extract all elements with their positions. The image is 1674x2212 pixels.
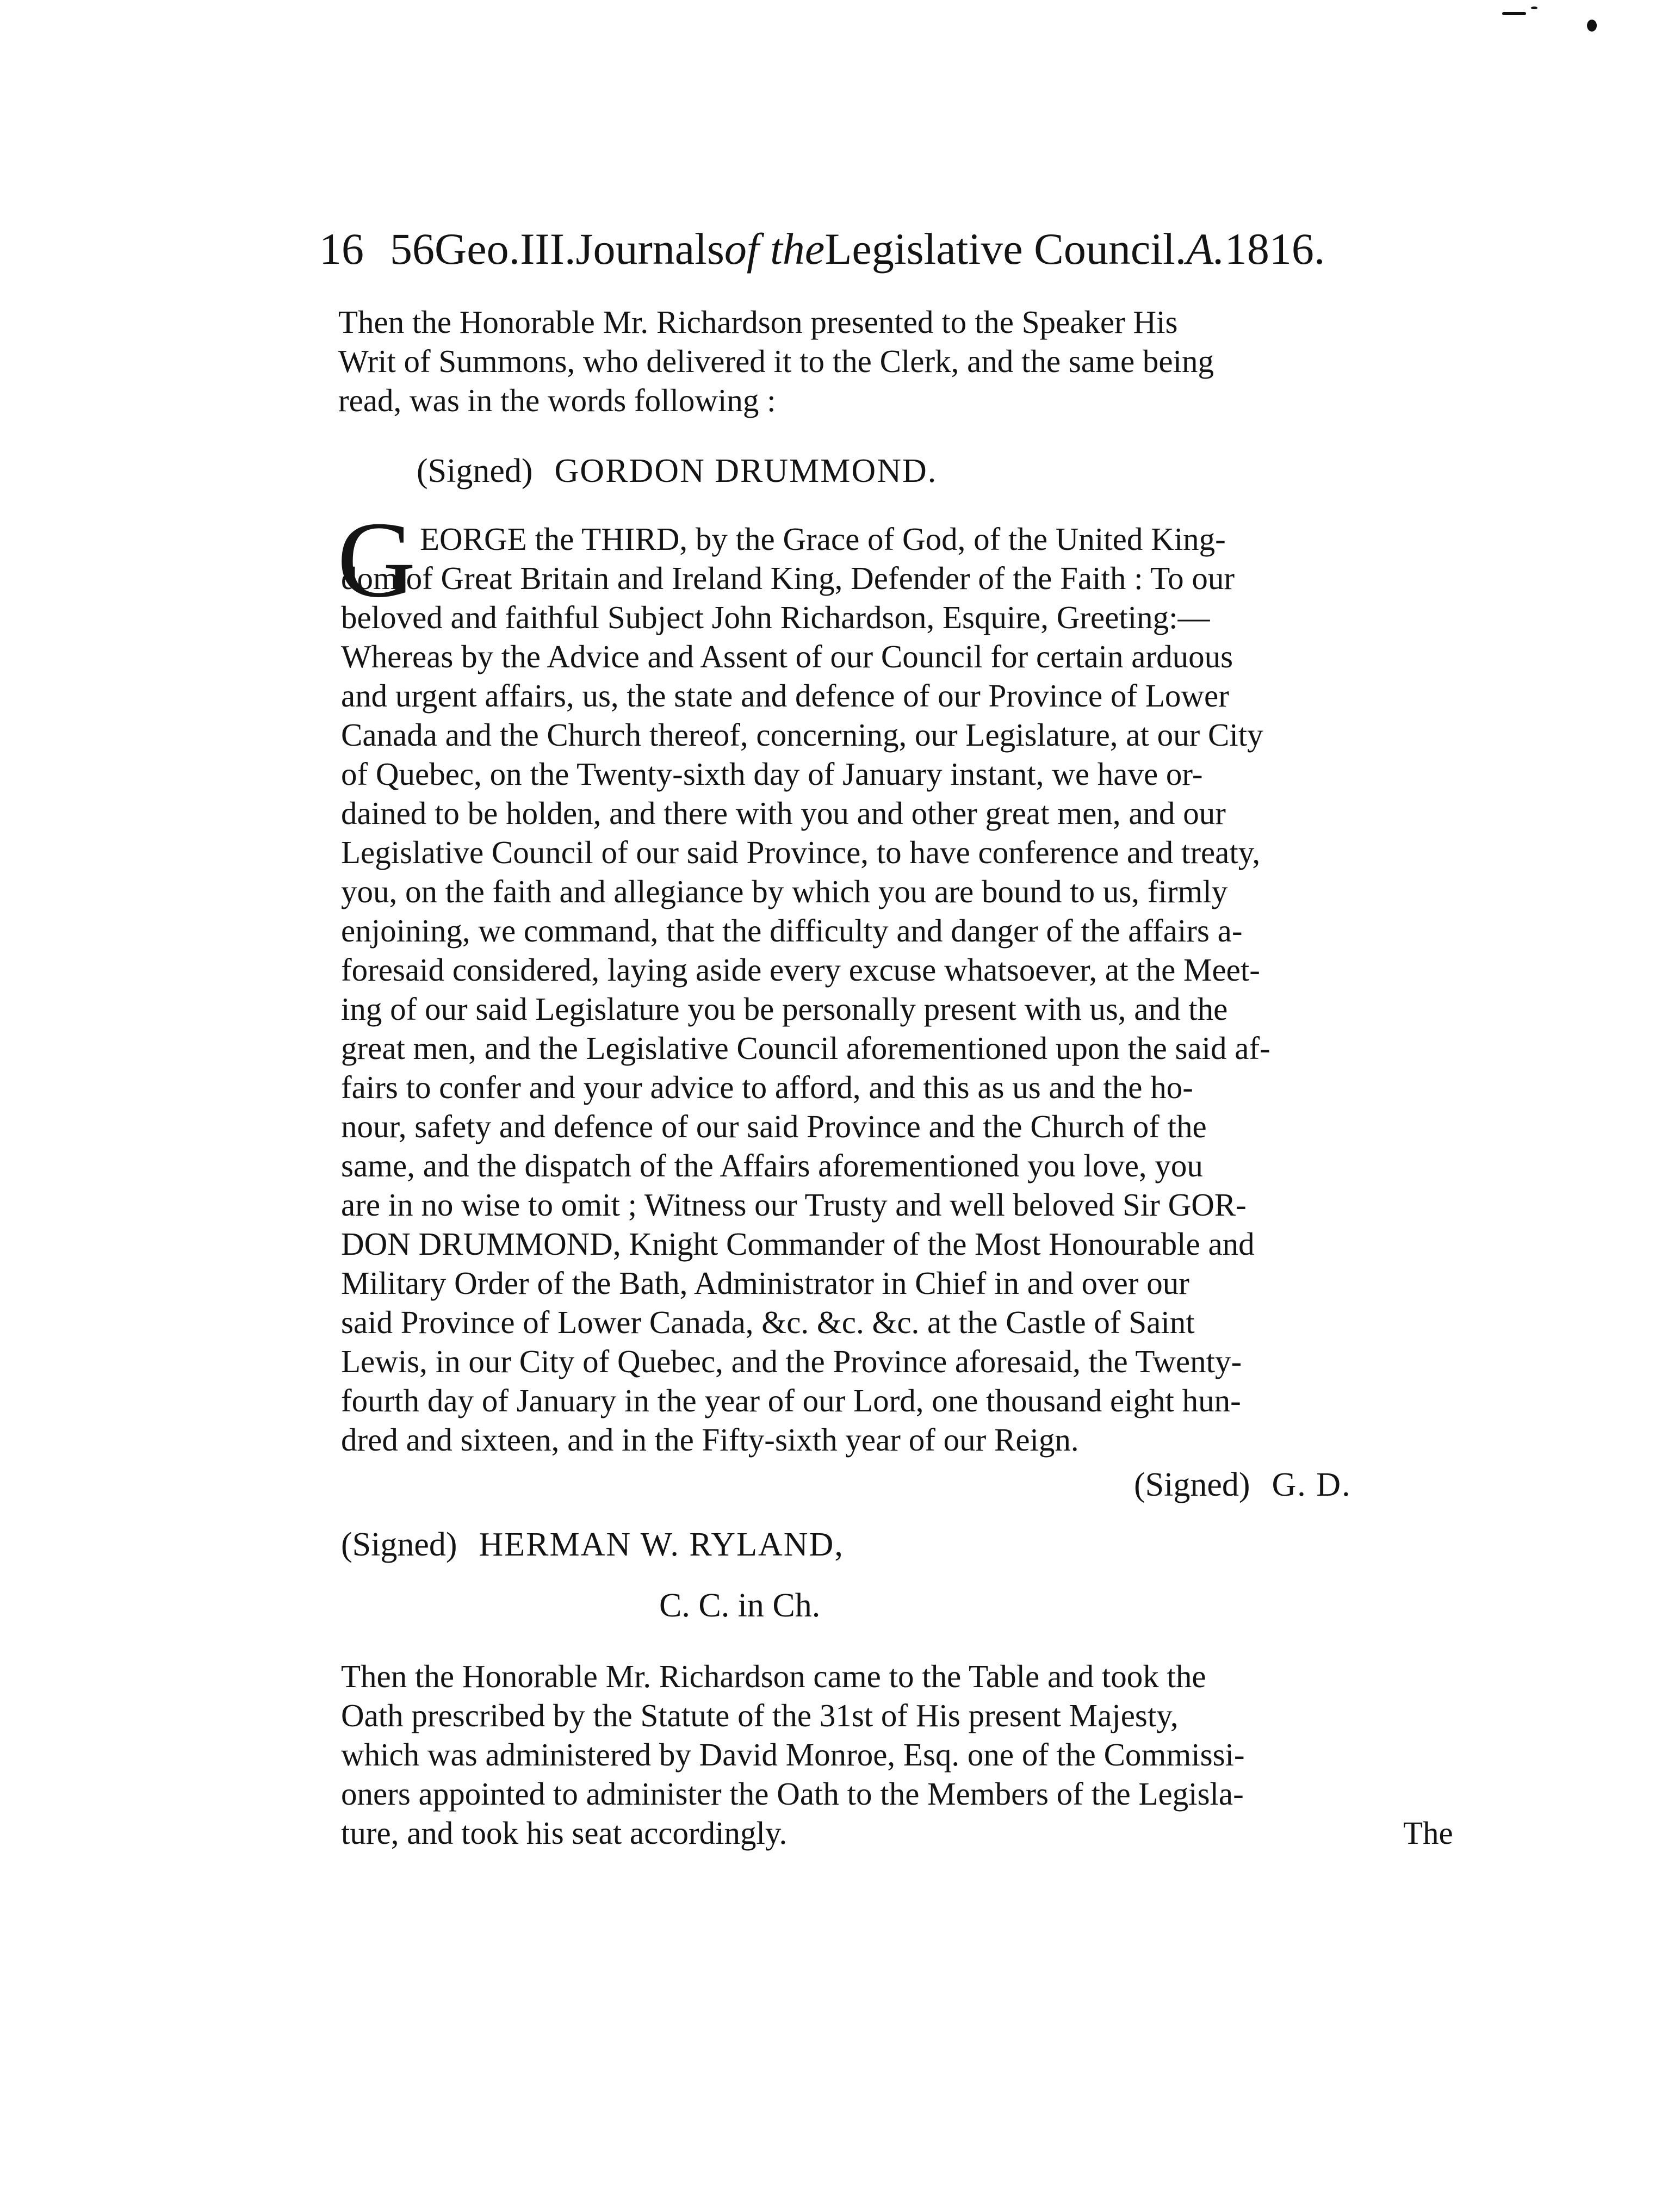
text-line: dained to be holden, and there with you and other great men, and our xyxy=(341,795,1226,831)
text-line: ture, and took his seat accordingly. xyxy=(341,1815,788,1851)
drop-cap: G xyxy=(337,500,416,620)
text-line: dom of Great Britain and Ireland King, Defender of the Faith : To our xyxy=(341,560,1235,596)
initials-name: G. D. xyxy=(1272,1466,1351,1503)
text-line: DON DRUMMOND, Knight Commander of the Most Honourable and xyxy=(341,1226,1255,1262)
header-title: Legislative Council. xyxy=(824,224,1187,274)
running-header xyxy=(319,222,1456,276)
header-year-prefix: A. xyxy=(1186,224,1225,274)
signed-label: (Signed) xyxy=(1134,1466,1250,1503)
text-line: oners appointed to administer the Oath to the Members of the Legisla- xyxy=(341,1776,1244,1812)
ink-speck xyxy=(1587,20,1597,32)
signed-label: (Signed) xyxy=(417,453,533,490)
text-line: foresaid considered, laying aside every excuse whatsoever, at the Meet- xyxy=(341,952,1260,988)
text-line: read, was in the words following : xyxy=(338,382,776,418)
text-line: same, and the dispatch of the Affairs aforementioned you love, you xyxy=(341,1148,1203,1184)
governor-name: GORDON DRUMMOND. xyxy=(554,453,938,490)
text-line: Oath prescribed by the Statute of the 31st of His present Majesty, xyxy=(341,1697,1179,1733)
text-line: are in no wise to omit ; Witness our Trusty and well beloved Sir GOR- xyxy=(341,1187,1247,1223)
text-line: fairs to confer and your advice to afford, and this as us and the ho- xyxy=(341,1069,1193,1105)
text-line: dred and sixteen, and in the Fifty-sixth year of our Reign. xyxy=(341,1422,1079,1458)
text-line: ing of our said Legislature you be personally present with us, and the xyxy=(341,991,1228,1027)
ink-speck xyxy=(1531,7,1537,9)
oath-paragraph xyxy=(341,1657,1245,1852)
header-of-the: of the xyxy=(724,224,825,274)
ink-speck xyxy=(1502,12,1526,15)
text-line: Whereas by the Advice and Assent of our Council for certain arduous xyxy=(341,639,1233,674)
header-year: 1816. xyxy=(1224,224,1325,274)
catchword: The xyxy=(1403,1815,1453,1851)
governor-signature xyxy=(417,449,937,493)
intro-paragraph xyxy=(338,302,1214,420)
writ-text xyxy=(341,519,1270,1459)
text-line: fourth day of January in the year of our Lord, one thousand eight hun- xyxy=(341,1383,1241,1418)
text-line: Then the Honorable Mr. Richardson presented to the Speaker His xyxy=(338,304,1178,340)
text-line: EORGE the THIRD, by the Grace of God, of the United King- xyxy=(420,521,1226,557)
text-line: said Province of Lower Canada, &c. &c. &c. at the Castle of Saint xyxy=(341,1304,1195,1340)
text-line: and urgent affairs, us, the state and defence of our Province of Lower xyxy=(341,678,1229,714)
text-line: nour, safety and defence of our said Province and the Church of the xyxy=(341,1108,1207,1144)
text-line: Military Order of the Bath, Administrator in Chief in and over our xyxy=(341,1265,1189,1301)
text-line: you, on the faith and allegiance by which you are bound to us, firmly xyxy=(341,873,1228,909)
header-journals: Journals xyxy=(575,224,724,274)
text-line: which was administered by David Monroe, Esq. one of the Commissi- xyxy=(341,1737,1245,1773)
text-line: Legislative Council of our said Province, to have conference and treaty, xyxy=(341,834,1261,870)
header-regnal: 56Geo.III. xyxy=(390,224,576,274)
text-line: Then the Honorable Mr. Richardson came to the Table and took the xyxy=(341,1658,1206,1694)
clerk-title: C. C. in Ch. xyxy=(659,1587,821,1624)
text-line: Canada and the Church thereof, concerning, our Legislature, at our City xyxy=(341,717,1263,753)
text-line: Writ of Summons, who delivered it to the Clerk, and the same being xyxy=(338,343,1214,379)
text-line: beloved and faithful Subject John Richardson, Esquire, Greeting:— xyxy=(341,599,1210,635)
clerk-signature xyxy=(341,1523,844,1566)
text-line: enjoining, we command, that the difficulty and danger of the affairs a- xyxy=(341,913,1243,949)
text-line: great men, and the Legislative Council aforementioned upon the said af- xyxy=(341,1030,1270,1066)
signed-label: (Signed) xyxy=(341,1526,457,1563)
text-line: of Quebec, on the Twenty-sixth day of January instant, we have or- xyxy=(341,756,1203,792)
clerk-name: HERMAN W. RYLAND, xyxy=(479,1526,844,1563)
text-line: Lewis, in our City of Quebec, and the Province aforesaid, the Twenty- xyxy=(341,1343,1242,1379)
page-number: 16 xyxy=(319,224,364,274)
initials-signature xyxy=(1134,1463,1351,1507)
